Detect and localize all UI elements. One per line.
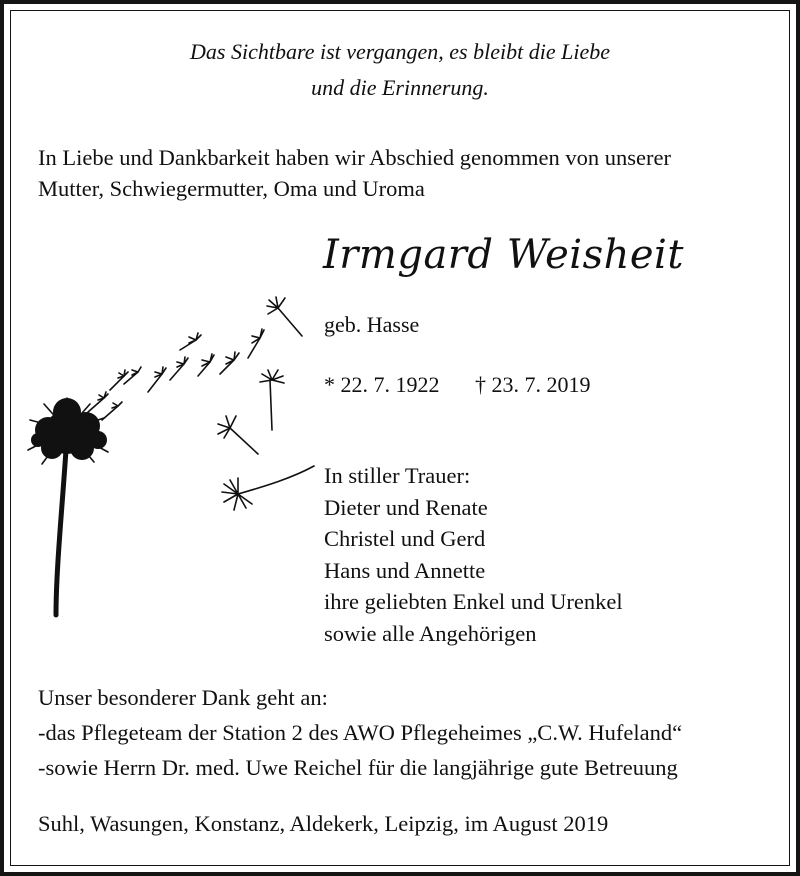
motto	[100, 34, 700, 106]
mourner-line: Dieter und Renate	[324, 494, 488, 520]
dandelion-icon	[20, 280, 320, 625]
life-dates	[324, 372, 591, 398]
birth-name: geb. Hasse	[324, 312, 420, 337]
thanks-item: -das Pflegeteam der Station 2 des AWO Pflegeheimes „C.W. Hufeland“	[38, 720, 683, 745]
place-and-date: Suhl, Wasungen, Konstanz, Aldekerk, Leipzig, im August 2019	[38, 811, 609, 836]
mourners-heading: In stiller Trauer:	[324, 463, 471, 488]
intro-line-2: Mutter, Schwiegermutter, Oma und Uroma	[38, 176, 425, 201]
death-date: † 23. 7. 2019	[475, 372, 591, 397]
thanks-heading: Unser besonderer Dank geht an:	[38, 685, 328, 710]
mourner-line: Christel und Gerd	[324, 526, 486, 551]
birth-date: * 22. 7. 1922	[324, 372, 440, 397]
intro-line-1: In Liebe und Dankbarkeit haben wir Abschied genommen von unserer	[38, 145, 671, 170]
intro-text	[38, 142, 778, 204]
thanks-item: -sowie Herrn Dr. med. Uwe Reichel für die langjährige gute Betreuung	[38, 755, 678, 780]
mourner-line: sowie alle Angehörigen	[324, 620, 537, 646]
thanks-section	[38, 680, 682, 785]
motto-line-1: Das Sichtbare ist vergangen, es bleibt die Liebe	[190, 39, 610, 64]
mourners-list	[324, 460, 623, 649]
mourner-line: ihre geliebten Enkel und Urenkel	[324, 589, 623, 614]
deceased-name: Irmgard Weisheit	[323, 232, 684, 278]
mourner-line: Hans und Annette	[324, 557, 486, 583]
motto-line-2: und die Erinnerung.	[311, 75, 489, 100]
